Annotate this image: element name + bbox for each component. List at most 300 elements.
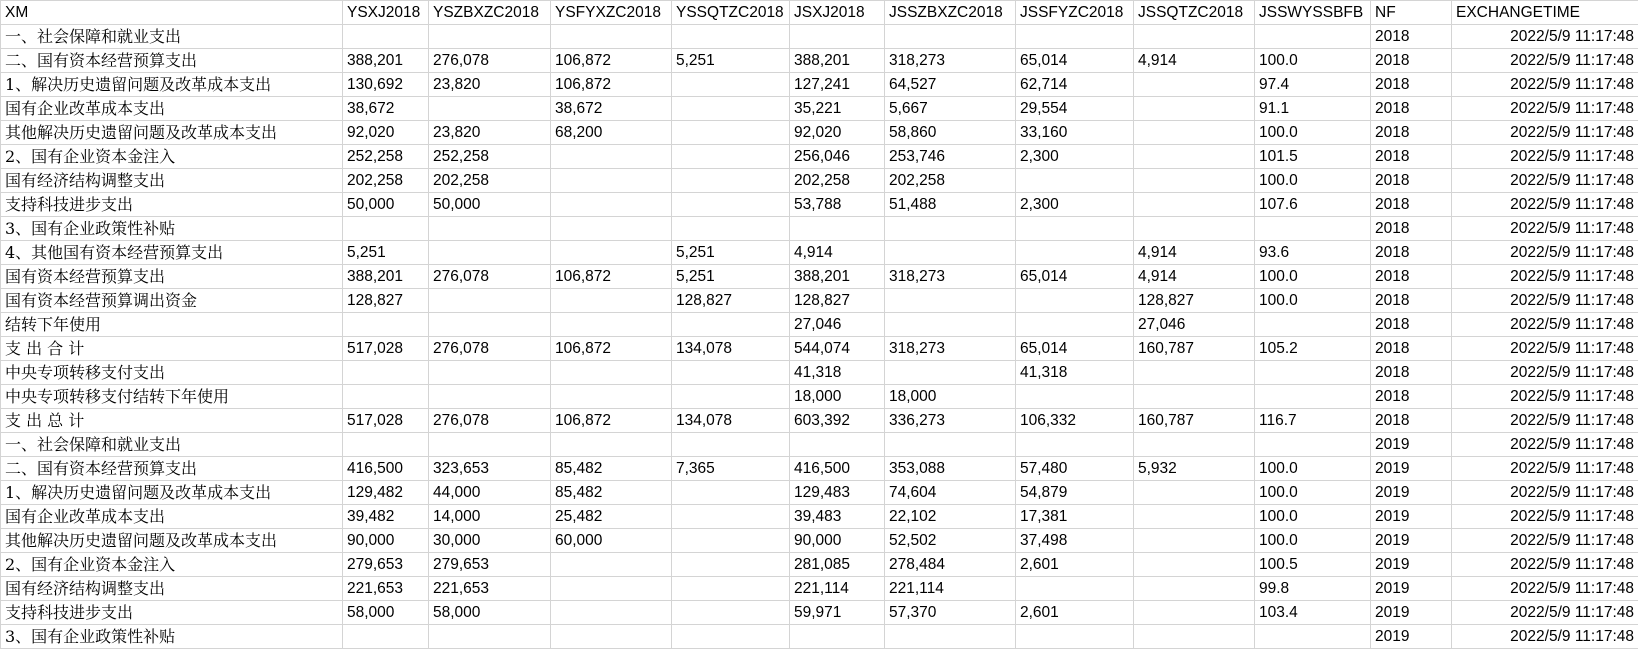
cell-yszbxzc2018[interactable] <box>429 361 551 385</box>
cell-exchangetime[interactable]: 2022/5/9 11:17:48 <box>1452 577 1638 601</box>
cell-jsszbxzc2018[interactable]: 253,746 <box>885 145 1016 169</box>
cell-jssqtzc2018[interactable] <box>1134 433 1255 457</box>
cell-exchangetime[interactable]: 2022/5/9 11:17:48 <box>1452 169 1638 193</box>
cell-jsszbxzc2018[interactable]: 57,370 <box>885 601 1016 625</box>
cell-ysxj2018[interactable]: 50,000 <box>343 193 429 217</box>
cell-yszbxzc2018[interactable]: 221,653 <box>429 577 551 601</box>
cell-xm[interactable]: 支 出 合 计 <box>1 337 343 361</box>
cell-exchangetime[interactable]: 2022/5/9 11:17:48 <box>1452 553 1638 577</box>
column-header-jsxj2018[interactable]: JSXJ2018 <box>790 1 885 25</box>
cell-jssqtzc2018[interactable]: 5,932 <box>1134 457 1255 481</box>
cell-jsswyssbfb[interactable]: 93.6 <box>1255 241 1371 265</box>
cell-jsswyssbfb[interactable]: 99.8 <box>1255 577 1371 601</box>
cell-yszbxzc2018[interactable] <box>429 217 551 241</box>
cell-jsswyssbfb[interactable]: 101.5 <box>1255 145 1371 169</box>
cell-ysfyxzc2018[interactable] <box>551 433 672 457</box>
cell-jssqtzc2018[interactable] <box>1134 481 1255 505</box>
cell-exchangetime[interactable]: 2022/5/9 11:17:48 <box>1452 601 1638 625</box>
cell-xm[interactable]: 4、其他国有资本经营预算支出 <box>1 241 343 265</box>
cell-jsxj2018[interactable]: 388,201 <box>790 265 885 289</box>
cell-yssqtzc2018[interactable] <box>672 313 790 337</box>
cell-jsxj2018[interactable]: 221,114 <box>790 577 885 601</box>
cell-jssfyzc2018[interactable]: 57,480 <box>1016 457 1134 481</box>
cell-ysxj2018[interactable]: 39,482 <box>343 505 429 529</box>
cell-jsswyssbfb[interactable]: 91.1 <box>1255 97 1371 121</box>
cell-yszbxzc2018[interactable]: 14,000 <box>429 505 551 529</box>
cell-yssqtzc2018[interactable]: 5,251 <box>672 49 790 73</box>
cell-ysfyxzc2018[interactable] <box>551 289 672 313</box>
cell-jsswyssbfb[interactable]: 100.0 <box>1255 169 1371 193</box>
cell-jsxj2018[interactable]: 92,020 <box>790 121 885 145</box>
cell-jssqtzc2018[interactable]: 27,046 <box>1134 313 1255 337</box>
cell-ysxj2018[interactable]: 517,028 <box>343 409 429 433</box>
cell-jssfyzc2018[interactable] <box>1016 25 1134 49</box>
cell-jssqtzc2018[interactable]: 128,827 <box>1134 289 1255 313</box>
cell-ysxj2018[interactable]: 130,692 <box>343 73 429 97</box>
cell-exchangetime[interactable]: 2022/5/9 11:17:48 <box>1452 457 1638 481</box>
cell-yszbxzc2018[interactable] <box>429 289 551 313</box>
cell-nf[interactable]: 2018 <box>1371 73 1452 97</box>
cell-exchangetime[interactable]: 2022/5/9 11:17:48 <box>1452 217 1638 241</box>
cell-jsszbxzc2018[interactable] <box>885 313 1016 337</box>
cell-jsxj2018[interactable]: 53,788 <box>790 193 885 217</box>
cell-nf[interactable]: 2018 <box>1371 217 1452 241</box>
cell-yssqtzc2018[interactable] <box>672 553 790 577</box>
cell-jssqtzc2018[interactable] <box>1134 193 1255 217</box>
cell-jsswyssbfb[interactable]: 103.4 <box>1255 601 1371 625</box>
cell-jsswyssbfb[interactable]: 100.0 <box>1255 49 1371 73</box>
cell-ysxj2018[interactable]: 221,653 <box>343 577 429 601</box>
column-header-exchangetime[interactable]: EXCHANGETIME <box>1452 1 1638 25</box>
cell-jsxj2018[interactable]: 27,046 <box>790 313 885 337</box>
cell-jsxj2018[interactable]: 256,046 <box>790 145 885 169</box>
cell-jssqtzc2018[interactable] <box>1134 529 1255 553</box>
cell-jssqtzc2018[interactable] <box>1134 505 1255 529</box>
cell-ysfyxzc2018[interactable] <box>551 25 672 49</box>
cell-xm[interactable]: 2、国有企业资本金注入 <box>1 553 343 577</box>
cell-jsxj2018[interactable]: 416,500 <box>790 457 885 481</box>
cell-nf[interactable]: 2019 <box>1371 481 1452 505</box>
cell-ysfyxzc2018[interactable]: 106,872 <box>551 409 672 433</box>
cell-ysfyxzc2018[interactable] <box>551 145 672 169</box>
cell-nf[interactable]: 2019 <box>1371 625 1452 649</box>
column-header-jssfyzc2018[interactable]: JSSFYZC2018 <box>1016 1 1134 25</box>
cell-nf[interactable]: 2019 <box>1371 529 1452 553</box>
cell-jsxj2018[interactable]: 603,392 <box>790 409 885 433</box>
cell-jsswyssbfb[interactable]: 100.0 <box>1255 529 1371 553</box>
cell-jsszbxzc2018[interactable]: 58,860 <box>885 121 1016 145</box>
cell-yszbxzc2018[interactable]: 276,078 <box>429 49 551 73</box>
cell-jsszbxzc2018[interactable]: 51,488 <box>885 193 1016 217</box>
cell-exchangetime[interactable]: 2022/5/9 11:17:48 <box>1452 121 1638 145</box>
cell-yssqtzc2018[interactable]: 134,078 <box>672 337 790 361</box>
cell-jsswyssbfb[interactable] <box>1255 25 1371 49</box>
cell-ysfyxzc2018[interactable] <box>551 361 672 385</box>
cell-ysxj2018[interactable]: 38,672 <box>343 97 429 121</box>
cell-jsxj2018[interactable]: 59,971 <box>790 601 885 625</box>
cell-ysxj2018[interactable]: 129,482 <box>343 481 429 505</box>
cell-jsxj2018[interactable]: 39,483 <box>790 505 885 529</box>
cell-exchangetime[interactable]: 2022/5/9 11:17:48 <box>1452 73 1638 97</box>
cell-jsswyssbfb[interactable]: 107.6 <box>1255 193 1371 217</box>
cell-jssqtzc2018[interactable] <box>1134 25 1255 49</box>
cell-xm[interactable]: 中央专项转移支付结转下年使用 <box>1 385 343 409</box>
cell-jsszbxzc2018[interactable]: 18,000 <box>885 385 1016 409</box>
cell-ysfyxzc2018[interactable] <box>551 313 672 337</box>
cell-nf[interactable]: 2018 <box>1371 289 1452 313</box>
cell-jssqtzc2018[interactable]: 4,914 <box>1134 49 1255 73</box>
cell-jssqtzc2018[interactable]: 4,914 <box>1134 241 1255 265</box>
cell-nf[interactable]: 2018 <box>1371 265 1452 289</box>
cell-jsswyssbfb[interactable]: 100.0 <box>1255 457 1371 481</box>
cell-ysfyxzc2018[interactable]: 38,672 <box>551 97 672 121</box>
cell-jssqtzc2018[interactable] <box>1134 361 1255 385</box>
cell-yssqtzc2018[interactable] <box>672 577 790 601</box>
cell-nf[interactable]: 2018 <box>1371 145 1452 169</box>
cell-exchangetime[interactable]: 2022/5/9 11:17:48 <box>1452 49 1638 73</box>
cell-jsxj2018[interactable] <box>790 217 885 241</box>
cell-exchangetime[interactable]: 2022/5/9 11:17:48 <box>1452 529 1638 553</box>
cell-jssqtzc2018[interactable]: 160,787 <box>1134 337 1255 361</box>
cell-xm[interactable]: 结转下年使用 <box>1 313 343 337</box>
cell-xm[interactable]: 国有企业改革成本支出 <box>1 97 343 121</box>
column-header-yssqtzc2018[interactable]: YSSQTZC2018 <box>672 1 790 25</box>
column-header-ysfyxzc2018[interactable]: YSFYXZC2018 <box>551 1 672 25</box>
cell-jssfyzc2018[interactable] <box>1016 217 1134 241</box>
cell-yszbxzc2018[interactable]: 323,653 <box>429 457 551 481</box>
cell-jssfyzc2018[interactable] <box>1016 433 1134 457</box>
cell-ysxj2018[interactable]: 5,251 <box>343 241 429 265</box>
cell-jsszbxzc2018[interactable]: 318,273 <box>885 265 1016 289</box>
cell-jsszbxzc2018[interactable]: 202,258 <box>885 169 1016 193</box>
cell-nf[interactable]: 2018 <box>1371 49 1452 73</box>
cell-jsxj2018[interactable]: 4,914 <box>790 241 885 265</box>
cell-jsxj2018[interactable]: 41,318 <box>790 361 885 385</box>
cell-jsszbxzc2018[interactable] <box>885 625 1016 649</box>
cell-jssqtzc2018[interactable]: 160,787 <box>1134 409 1255 433</box>
cell-jsxj2018[interactable]: 281,085 <box>790 553 885 577</box>
cell-exchangetime[interactable]: 2022/5/9 11:17:48 <box>1452 505 1638 529</box>
cell-ysxj2018[interactable] <box>343 385 429 409</box>
cell-xm[interactable]: 支持科技进步支出 <box>1 601 343 625</box>
cell-jssqtzc2018[interactable] <box>1134 217 1255 241</box>
cell-ysfyxzc2018[interactable] <box>551 553 672 577</box>
cell-yszbxzc2018[interactable]: 23,820 <box>429 121 551 145</box>
cell-ysxj2018[interactable] <box>343 433 429 457</box>
cell-jsxj2018[interactable] <box>790 25 885 49</box>
cell-jsxj2018[interactable]: 18,000 <box>790 385 885 409</box>
cell-nf[interactable]: 2018 <box>1371 409 1452 433</box>
cell-ysfyxzc2018[interactable]: 106,872 <box>551 49 672 73</box>
cell-nf[interactable]: 2018 <box>1371 193 1452 217</box>
cell-yszbxzc2018[interactable]: 58,000 <box>429 601 551 625</box>
cell-jsswyssbfb[interactable]: 100.0 <box>1255 505 1371 529</box>
cell-ysfyxzc2018[interactable] <box>551 193 672 217</box>
cell-ysxj2018[interactable] <box>343 361 429 385</box>
cell-jsxj2018[interactable]: 35,221 <box>790 97 885 121</box>
cell-jsszbxzc2018[interactable]: 336,273 <box>885 409 1016 433</box>
cell-yssqtzc2018[interactable] <box>672 25 790 49</box>
cell-yssqtzc2018[interactable] <box>672 145 790 169</box>
cell-yszbxzc2018[interactable]: 276,078 <box>429 409 551 433</box>
cell-ysxj2018[interactable]: 388,201 <box>343 49 429 73</box>
cell-jsszbxzc2018[interactable]: 74,604 <box>885 481 1016 505</box>
cell-nf[interactable]: 2019 <box>1371 577 1452 601</box>
cell-nf[interactable]: 2018 <box>1371 241 1452 265</box>
cell-xm[interactable]: 国有企业改革成本支出 <box>1 505 343 529</box>
cell-exchangetime[interactable]: 2022/5/9 11:17:48 <box>1452 433 1638 457</box>
cell-jsswyssbfb[interactable]: 100.0 <box>1255 481 1371 505</box>
cell-ysfyxzc2018[interactable] <box>551 625 672 649</box>
cell-yssqtzc2018[interactable] <box>672 121 790 145</box>
cell-jssfyzc2018[interactable]: 17,381 <box>1016 505 1134 529</box>
cell-jsswyssbfb[interactable]: 100.5 <box>1255 553 1371 577</box>
cell-jsxj2018[interactable]: 127,241 <box>790 73 885 97</box>
cell-nf[interactable]: 2019 <box>1371 601 1452 625</box>
cell-exchangetime[interactable]: 2022/5/9 11:17:48 <box>1452 313 1638 337</box>
cell-jsswyssbfb[interactable]: 105.2 <box>1255 337 1371 361</box>
cell-yssqtzc2018[interactable] <box>672 97 790 121</box>
cell-yssqtzc2018[interactable]: 5,251 <box>672 241 790 265</box>
cell-nf[interactable]: 2018 <box>1371 361 1452 385</box>
cell-jsxj2018[interactable]: 544,074 <box>790 337 885 361</box>
cell-yszbxzc2018[interactable] <box>429 625 551 649</box>
cell-jsswyssbfb[interactable]: 97.4 <box>1255 73 1371 97</box>
cell-jssfyzc2018[interactable]: 33,160 <box>1016 121 1134 145</box>
column-header-yszbxzc2018[interactable]: YSZBXZC2018 <box>429 1 551 25</box>
cell-jsxj2018[interactable]: 90,000 <box>790 529 885 553</box>
cell-nf[interactable]: 2019 <box>1371 433 1452 457</box>
cell-ysxj2018[interactable]: 416,500 <box>343 457 429 481</box>
cell-nf[interactable]: 2019 <box>1371 553 1452 577</box>
cell-nf[interactable]: 2019 <box>1371 457 1452 481</box>
cell-jssqtzc2018[interactable] <box>1134 145 1255 169</box>
cell-jsxj2018[interactable]: 202,258 <box>790 169 885 193</box>
cell-jssqtzc2018[interactable] <box>1134 577 1255 601</box>
cell-jssqtzc2018[interactable]: 4,914 <box>1134 265 1255 289</box>
cell-xm[interactable]: 中央专项转移支付支出 <box>1 361 343 385</box>
cell-jsswyssbfb[interactable]: 100.0 <box>1255 289 1371 313</box>
cell-jssfyzc2018[interactable]: 62,714 <box>1016 73 1134 97</box>
cell-yszbxzc2018[interactable]: 44,000 <box>429 481 551 505</box>
cell-xm[interactable]: 国有资本经营预算调出资金 <box>1 289 343 313</box>
cell-jsszbxzc2018[interactable] <box>885 241 1016 265</box>
cell-xm[interactable]: 一、社会保障和就业支出 <box>1 433 343 457</box>
cell-yszbxzc2018[interactable] <box>429 25 551 49</box>
cell-jssfyzc2018[interactable] <box>1016 289 1134 313</box>
cell-xm[interactable]: 支持科技进步支出 <box>1 193 343 217</box>
cell-jssfyzc2018[interactable]: 41,318 <box>1016 361 1134 385</box>
cell-yssqtzc2018[interactable] <box>672 193 790 217</box>
cell-jssfyzc2018[interactable]: 2,300 <box>1016 145 1134 169</box>
cell-jsszbxzc2018[interactable]: 221,114 <box>885 577 1016 601</box>
cell-xm[interactable]: 3、国有企业政策性补贴 <box>1 217 343 241</box>
cell-jssfyzc2018[interactable]: 65,014 <box>1016 49 1134 73</box>
cell-ysxj2018[interactable]: 128,827 <box>343 289 429 313</box>
cell-jsxj2018[interactable] <box>790 433 885 457</box>
column-header-jssqtzc2018[interactable]: JSSQTZC2018 <box>1134 1 1255 25</box>
cell-yssqtzc2018[interactable] <box>672 73 790 97</box>
cell-yssqtzc2018[interactable] <box>672 385 790 409</box>
cell-nf[interactable]: 2018 <box>1371 313 1452 337</box>
cell-exchangetime[interactable]: 2022/5/9 11:17:48 <box>1452 193 1638 217</box>
cell-ysfyxzc2018[interactable]: 106,872 <box>551 265 672 289</box>
cell-jsszbxzc2018[interactable]: 353,088 <box>885 457 1016 481</box>
cell-xm[interactable]: 3、国有企业政策性补贴 <box>1 625 343 649</box>
cell-exchangetime[interactable]: 2022/5/9 11:17:48 <box>1452 481 1638 505</box>
cell-xm[interactable]: 1、解决历史遗留问题及改革成本支出 <box>1 73 343 97</box>
cell-jsszbxzc2018[interactable]: 52,502 <box>885 529 1016 553</box>
cell-exchangetime[interactable]: 2022/5/9 11:17:48 <box>1452 289 1638 313</box>
cell-jssfyzc2018[interactable] <box>1016 385 1134 409</box>
cell-jsszbxzc2018[interactable] <box>885 361 1016 385</box>
cell-yssqtzc2018[interactable] <box>672 625 790 649</box>
cell-exchangetime[interactable]: 2022/5/9 11:17:48 <box>1452 385 1638 409</box>
cell-ysfyxzc2018[interactable]: 106,872 <box>551 73 672 97</box>
cell-jsszbxzc2018[interactable]: 64,527 <box>885 73 1016 97</box>
cell-nf[interactable]: 2018 <box>1371 97 1452 121</box>
cell-ysxj2018[interactable]: 92,020 <box>343 121 429 145</box>
cell-yssqtzc2018[interactable]: 7,365 <box>672 457 790 481</box>
cell-jsszbxzc2018[interactable]: 22,102 <box>885 505 1016 529</box>
column-header-jsszbxzc2018[interactable]: JSSZBXZC2018 <box>885 1 1016 25</box>
cell-yssqtzc2018[interactable] <box>672 601 790 625</box>
cell-jssqtzc2018[interactable] <box>1134 625 1255 649</box>
cell-jssqtzc2018[interactable] <box>1134 169 1255 193</box>
cell-ysfyxzc2018[interactable] <box>551 385 672 409</box>
cell-jsszbxzc2018[interactable] <box>885 25 1016 49</box>
cell-jsszbxzc2018[interactable]: 5,667 <box>885 97 1016 121</box>
cell-jssfyzc2018[interactable]: 54,879 <box>1016 481 1134 505</box>
cell-nf[interactable]: 2018 <box>1371 169 1452 193</box>
cell-yssqtzc2018[interactable]: 5,251 <box>672 265 790 289</box>
cell-jsswyssbfb[interactable] <box>1255 361 1371 385</box>
cell-jssfyzc2018[interactable]: 65,014 <box>1016 265 1134 289</box>
cell-exchangetime[interactable]: 2022/5/9 11:17:48 <box>1452 625 1638 649</box>
cell-yssqtzc2018[interactable] <box>672 169 790 193</box>
cell-yszbxzc2018[interactable]: 252,258 <box>429 145 551 169</box>
cell-ysfyxzc2018[interactable] <box>551 241 672 265</box>
column-header-jsswyssbfb[interactable]: JSSWYSSBFB <box>1255 1 1371 25</box>
cell-yszbxzc2018[interactable]: 202,258 <box>429 169 551 193</box>
cell-exchangetime[interactable]: 2022/5/9 11:17:48 <box>1452 25 1638 49</box>
column-header-ysxj2018[interactable]: YSXJ2018 <box>343 1 429 25</box>
cell-yszbxzc2018[interactable] <box>429 313 551 337</box>
cell-ysfyxzc2018[interactable]: 85,482 <box>551 457 672 481</box>
cell-xm[interactable]: 支 出 总 计 <box>1 409 343 433</box>
cell-jsszbxzc2018[interactable] <box>885 433 1016 457</box>
cell-jssfyzc2018[interactable] <box>1016 577 1134 601</box>
cell-jsszbxzc2018[interactable]: 318,273 <box>885 49 1016 73</box>
cell-jsswyssbfb[interactable] <box>1255 385 1371 409</box>
cell-xm[interactable]: 其他解决历史遗留问题及改革成本支出 <box>1 121 343 145</box>
cell-yssqtzc2018[interactable] <box>672 433 790 457</box>
cell-xm[interactable]: 其他解决历史遗留问题及改革成本支出 <box>1 529 343 553</box>
cell-xm[interactable]: 二、国有资本经营预算支出 <box>1 457 343 481</box>
cell-ysfyxzc2018[interactable]: 106,872 <box>551 337 672 361</box>
cell-jsszbxzc2018[interactable]: 318,273 <box>885 337 1016 361</box>
cell-exchangetime[interactable]: 2022/5/9 11:17:48 <box>1452 97 1638 121</box>
cell-exchangetime[interactable]: 2022/5/9 11:17:48 <box>1452 145 1638 169</box>
cell-yssqtzc2018[interactable] <box>672 529 790 553</box>
cell-jsszbxzc2018[interactable] <box>885 217 1016 241</box>
cell-jsswyssbfb[interactable] <box>1255 625 1371 649</box>
column-header-xm[interactable]: XM <box>1 1 343 25</box>
cell-jssqtzc2018[interactable] <box>1134 73 1255 97</box>
cell-xm[interactable]: 国有资本经营预算支出 <box>1 265 343 289</box>
cell-jsxj2018[interactable]: 128,827 <box>790 289 885 313</box>
cell-yszbxzc2018[interactable]: 276,078 <box>429 337 551 361</box>
cell-jssfyzc2018[interactable]: 65,014 <box>1016 337 1134 361</box>
cell-jssqtzc2018[interactable] <box>1134 121 1255 145</box>
cell-ysxj2018[interactable] <box>343 625 429 649</box>
cell-yszbxzc2018[interactable]: 30,000 <box>429 529 551 553</box>
cell-ysxj2018[interactable] <box>343 25 429 49</box>
cell-xm[interactable]: 国有经济结构调整支出 <box>1 169 343 193</box>
cell-jsszbxzc2018[interactable]: 278,484 <box>885 553 1016 577</box>
cell-jssfyzc2018[interactable]: 2,601 <box>1016 601 1134 625</box>
cell-jssfyzc2018[interactable] <box>1016 625 1134 649</box>
cell-yssqtzc2018[interactable] <box>672 505 790 529</box>
cell-yszbxzc2018[interactable]: 50,000 <box>429 193 551 217</box>
cell-ysxj2018[interactable]: 279,653 <box>343 553 429 577</box>
cell-yszbxzc2018[interactable] <box>429 433 551 457</box>
cell-nf[interactable]: 2019 <box>1371 505 1452 529</box>
cell-yszbxzc2018[interactable] <box>429 97 551 121</box>
cell-jsxj2018[interactable]: 388,201 <box>790 49 885 73</box>
cell-ysfyxzc2018[interactable]: 25,482 <box>551 505 672 529</box>
cell-yssqtzc2018[interactable] <box>672 217 790 241</box>
cell-yszbxzc2018[interactable]: 23,820 <box>429 73 551 97</box>
cell-jsswyssbfb[interactable]: 100.0 <box>1255 121 1371 145</box>
cell-nf[interactable]: 2018 <box>1371 337 1452 361</box>
cell-ysxj2018[interactable]: 202,258 <box>343 169 429 193</box>
cell-ysfyxzc2018[interactable] <box>551 601 672 625</box>
cell-jsswyssbfb[interactable]: 116.7 <box>1255 409 1371 433</box>
cell-exchangetime[interactable]: 2022/5/9 11:17:48 <box>1452 409 1638 433</box>
cell-xm[interactable]: 2、国有企业资本金注入 <box>1 145 343 169</box>
cell-xm[interactable]: 一、社会保障和就业支出 <box>1 25 343 49</box>
column-header-nf[interactable]: NF <box>1371 1 1452 25</box>
cell-xm[interactable]: 国有经济结构调整支出 <box>1 577 343 601</box>
cell-nf[interactable]: 2018 <box>1371 25 1452 49</box>
cell-jssfyzc2018[interactable] <box>1016 241 1134 265</box>
cell-jssqtzc2018[interactable] <box>1134 385 1255 409</box>
cell-exchangetime[interactable]: 2022/5/9 11:17:48 <box>1452 241 1638 265</box>
cell-xm[interactable]: 二、国有资本经营预算支出 <box>1 49 343 73</box>
cell-jssfyzc2018[interactable]: 2,300 <box>1016 193 1134 217</box>
cell-jssfyzc2018[interactable]: 2,601 <box>1016 553 1134 577</box>
cell-ysfyxzc2018[interactable] <box>551 169 672 193</box>
cell-xm[interactable]: 1、解决历史遗留问题及改革成本支出 <box>1 481 343 505</box>
cell-nf[interactable]: 2018 <box>1371 385 1452 409</box>
cell-ysfyxzc2018[interactable]: 85,482 <box>551 481 672 505</box>
cell-jsswyssbfb[interactable] <box>1255 313 1371 337</box>
cell-exchangetime[interactable]: 2022/5/9 11:17:48 <box>1452 361 1638 385</box>
cell-ysxj2018[interactable]: 517,028 <box>343 337 429 361</box>
cell-ysxj2018[interactable]: 388,201 <box>343 265 429 289</box>
cell-jssfyzc2018[interactable]: 106,332 <box>1016 409 1134 433</box>
cell-ysxj2018[interactable]: 252,258 <box>343 145 429 169</box>
cell-jssqtzc2018[interactable] <box>1134 97 1255 121</box>
cell-jsswyssbfb[interactable] <box>1255 433 1371 457</box>
cell-ysxj2018[interactable]: 90,000 <box>343 529 429 553</box>
cell-jssfyzc2018[interactable]: 37,498 <box>1016 529 1134 553</box>
cell-jssfyzc2018[interactable] <box>1016 313 1134 337</box>
cell-jsswyssbfb[interactable]: 100.0 <box>1255 265 1371 289</box>
cell-yszbxzc2018[interactable] <box>429 385 551 409</box>
cell-jsxj2018[interactable] <box>790 625 885 649</box>
